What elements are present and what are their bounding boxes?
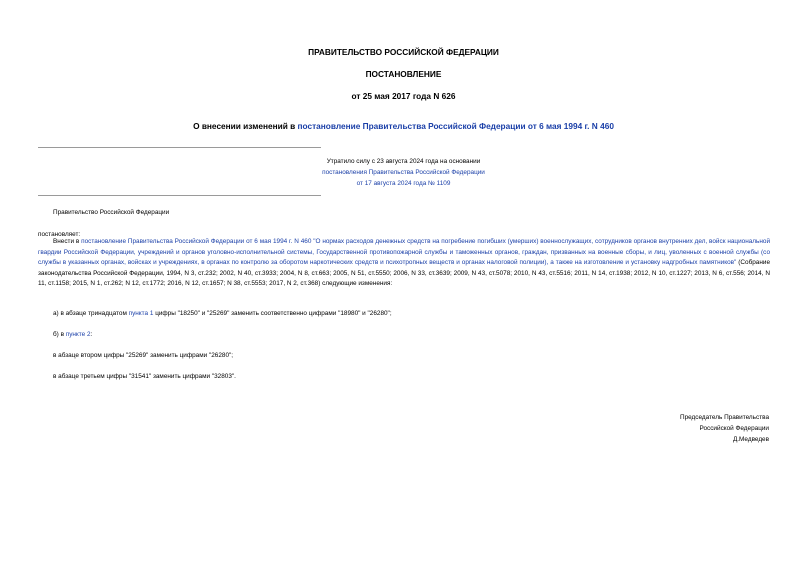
main-prefix: Внести в <box>53 238 82 245</box>
item-b-prefix: б) в <box>53 331 66 338</box>
document-title <box>0 121 807 131</box>
status-note-line1: Утратило силу с 23 августа 2024 года на основании <box>326 158 481 165</box>
item-a <box>53 310 392 317</box>
signature-organization: Российской Федерации <box>699 425 769 432</box>
government-heading: ПРАВИТЕЛЬСТВО РОССИЙСКОЙ ФЕДЕРАЦИИ <box>308 47 499 57</box>
item-a-prefix: а) в абзаце тринадцатом <box>53 310 129 317</box>
item-a-link[interactable]: пункта 1 <box>128 310 154 317</box>
signature-name: Д.Медведев <box>732 436 769 443</box>
divider-bottom <box>38 195 321 196</box>
issuer-text: Правительство Российской Федерации <box>53 209 170 216</box>
document-date-number: от 25 мая 2017 года N 626 <box>351 91 456 101</box>
main-paragraph <box>38 237 770 290</box>
item-a-suffix: цифры "18250" и "25269" заменить соответственно цифрами "18980" и "26280"; <box>153 310 392 317</box>
main-suffix: (Собрание законодательства Российской Федерации, 1994, N 3, ст.232; 2002, N 40, ст.3933; 2004, N 8, ст.663; 2005, N 51, ст.5550; 2006, N 33, ст.3639; 2009, N 43, ст.5078; 2010, N 43, ст.5516; 2011, N 14, ст.1938; 2012, N 10, ст.1227; 2013, N 6, ст.556; 2014, N 11, ст.1158; 2015, N 1, ст.262; N 12, ст.1772; 2016, N 12, ст.1657; N 38, ст.5553; 2017, N 2, ст.368) следующие изменения: <box>38 259 770 287</box>
title-prefix: О внесении изменений в <box>193 121 298 131</box>
item-b-subitem-2: в абзаце третьем цифры "31541" заменить цифрами "32803". <box>53 373 236 380</box>
status-note-link-date[interactable]: от 17 августа 2024 года № 1109 <box>356 180 451 187</box>
main-reference-title-link[interactable]: "О нормах расходов денежных средств на погребение погибших (умерших) военнослужащих, сотрудников органов внутренних дел, войск национальной гвардии Российской Федерации, учреждений и органов уголовно-исполнительной системы, Государственной противопожарной службы и таможенных органов, граждан, призванных на военные сборы, и лиц, уволенных с военной службы (со службы в указанных органах, войсках и учреждениях, в органах по контролю за оборотом наркотических средств и психотропных веществ и органах налоговой полиции), а также на изготовление и установку надгробных памятников" <box>38 238 771 266</box>
divider-top <box>38 147 321 148</box>
item-b-subitem-1: в абзаце втором цифры "25269" заменить цифрами "26280"; <box>53 352 234 359</box>
title-reference-link[interactable]: постановление Правительства Российской Федерации от 6 мая 1994 г. N 460 <box>297 121 614 131</box>
document-type: ПОСТАНОВЛЕНИЕ <box>365 69 442 79</box>
decrees-text: постановляет: <box>38 231 81 238</box>
item-b-link[interactable]: пункте 2 <box>65 331 91 338</box>
signature-position: Председатель Правительства <box>680 414 769 421</box>
signature-block <box>680 412 769 445</box>
item-b <box>53 331 92 338</box>
status-note-link-decree[interactable]: постановления Правительства Российской Федерации <box>322 169 485 176</box>
main-reference-link[interactable]: постановление Правительства Российской Федерации от 6 мая 1994 г. N 460 <box>81 238 312 245</box>
item-b-suffix: : <box>90 331 93 338</box>
